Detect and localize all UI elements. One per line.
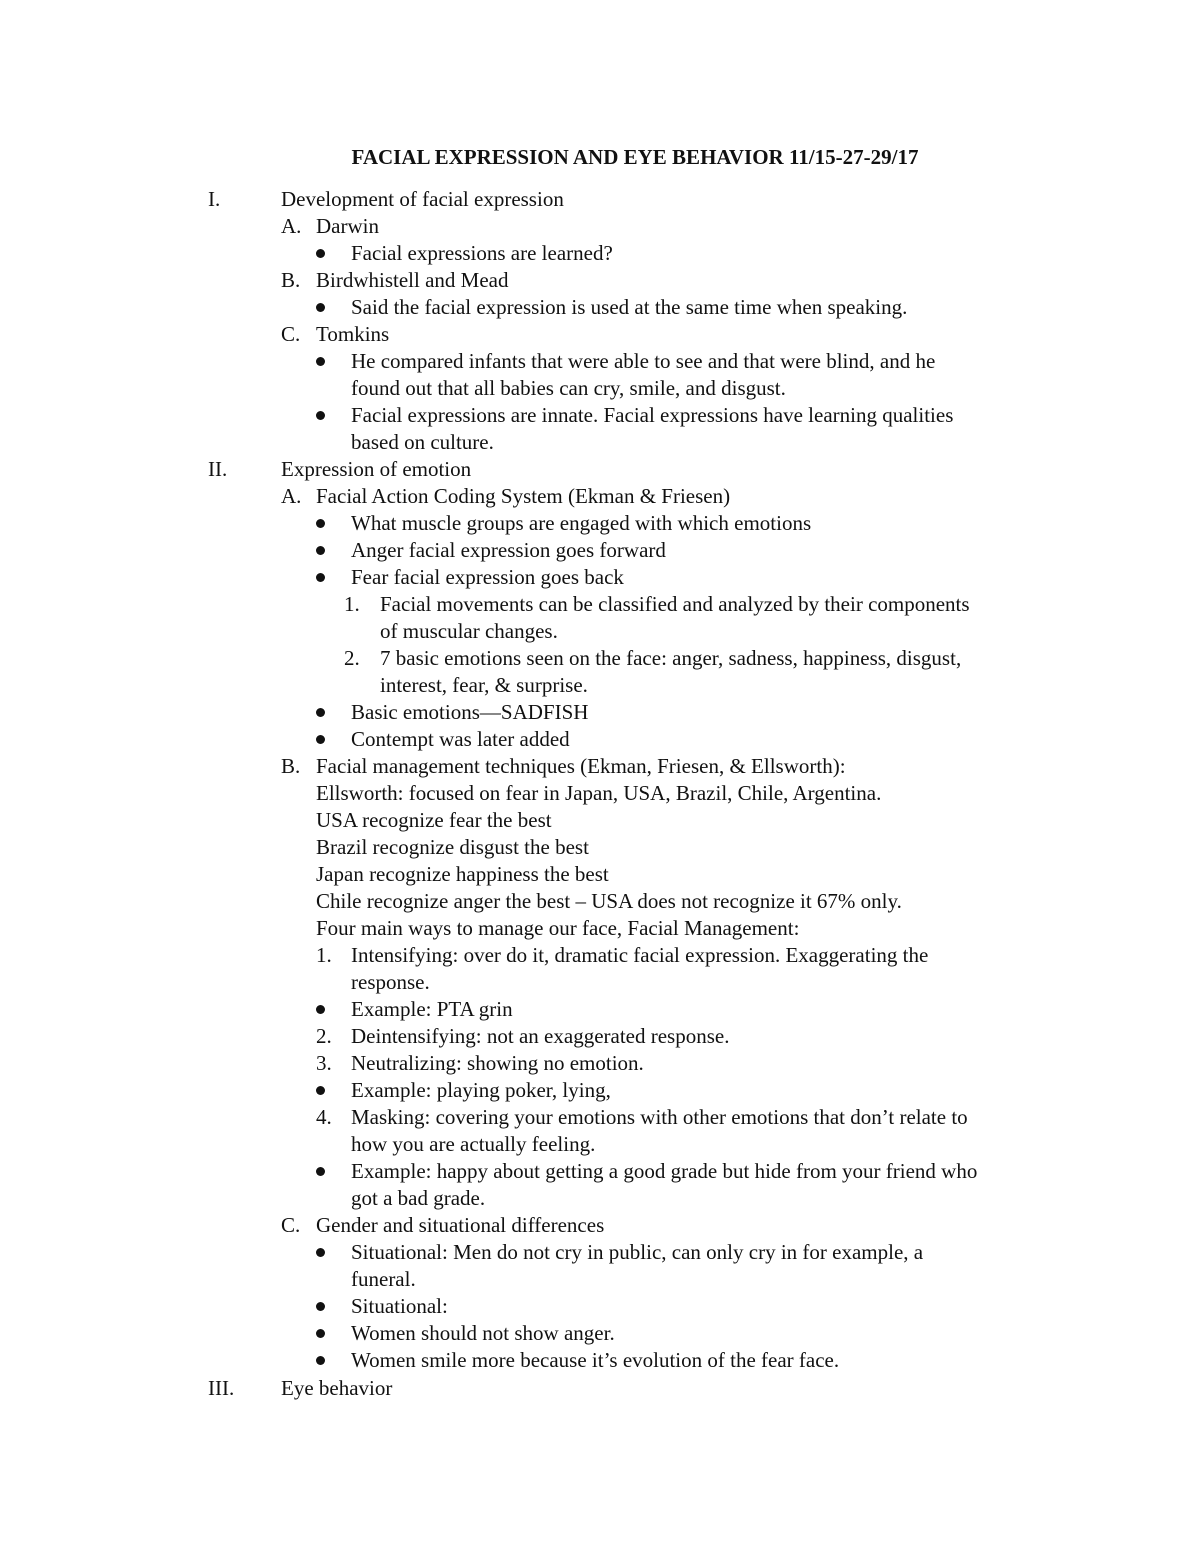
bullet-text: Fear facial expression goes back: [351, 565, 624, 589]
numbered-text-continued: interest, fear, & surprise.: [380, 673, 588, 697]
bullet-text: Anger facial expression goes forward: [351, 538, 666, 562]
bullet-text: He compared infants that were able to see and that were blind, and he: [351, 349, 936, 373]
bullet-text: Women should not show anger.: [351, 1321, 615, 1345]
body-text-line: Chile recognize anger the best – USA does not recognize it 67% only.: [316, 889, 902, 913]
numbered-text: Facial movements can be classified and analyzed by their components: [380, 592, 970, 616]
bullet-text: Example: playing poker, lying,: [351, 1078, 611, 1102]
numbered-text-continued: how you are actually feeling.: [351, 1132, 596, 1156]
subsection-heading: Tomkins: [316, 322, 390, 346]
bullet-text: Women smile more because it’s evolution of the fear face.: [351, 1348, 840, 1372]
bullet-icon: [316, 519, 325, 528]
bullet-text-continued: based on culture.: [351, 430, 494, 454]
bullet-text: Situational: Men do not cry in public, can only cry in for example, a: [351, 1240, 924, 1264]
body-text-line: Japan recognize happiness the best: [316, 862, 609, 886]
subsection-letter: B.: [281, 754, 301, 778]
bullet-icon: [316, 735, 325, 744]
subsection-heading: Gender and situational differences: [316, 1213, 605, 1237]
bullet-icon: [316, 411, 325, 420]
section-numeral: II.: [208, 457, 228, 481]
bullet-icon: [316, 303, 325, 312]
bullet-text: Basic emotions—SADFISH: [351, 700, 589, 724]
subsection-letter: A.: [281, 484, 302, 508]
numbered-text: Intensifying: over do it, dramatic facial expression. Exaggerating the: [351, 943, 929, 967]
subsection-heading: Facial Action Coding System (Ekman & Friesen): [316, 484, 731, 508]
numbered-marker: 4.: [316, 1105, 332, 1129]
bullet-text: Contempt was later added: [351, 727, 570, 751]
section-numeral: I.: [208, 187, 221, 211]
bullet-icon: [316, 1167, 325, 1176]
bullet-text: Said the facial expression is used at the same time when speaking.: [351, 295, 908, 319]
bullet-icon: [316, 249, 325, 258]
numbered-marker: 2.: [316, 1024, 332, 1048]
bullet-icon: [316, 357, 325, 366]
bullet-text: Facial expressions are learned?: [351, 241, 613, 265]
numbered-marker: 3.: [316, 1051, 332, 1075]
body-text-line: Brazil recognize disgust the best: [316, 835, 589, 859]
subsection-heading: Darwin: [316, 214, 379, 238]
document-title: FACIAL EXPRESSION AND EYE BEHAVIOR 11/15-27-29/17: [351, 145, 919, 169]
subsection-letter: C.: [281, 1213, 301, 1237]
bullet-icon: [316, 1329, 325, 1338]
bullet-icon: [316, 708, 325, 717]
bullet-icon: [316, 1302, 325, 1311]
bullet-text: What muscle groups are engaged with which emotions: [351, 511, 812, 535]
subsection-letter: C.: [281, 322, 301, 346]
numbered-text: Deintensifying: not an exaggerated response.: [351, 1024, 730, 1048]
bullet-icon: [316, 546, 325, 555]
subsection-letter: B.: [281, 268, 301, 292]
bullet-text-continued: found out that all babies can cry, smile, and disgust.: [351, 376, 786, 400]
section-heading: Eye behavior: [281, 1376, 393, 1400]
bullet-text: Example: happy about getting a good grade but hide from your friend who: [351, 1159, 978, 1183]
numbered-text: Neutralizing: showing no emotion.: [351, 1051, 644, 1075]
body-text-line: USA recognize fear the best: [316, 808, 552, 832]
bullet-text-continued: got a bad grade.: [351, 1186, 486, 1210]
bullet-text: Example: PTA grin: [351, 997, 513, 1021]
bullet-text: Situational:: [351, 1294, 448, 1318]
subsection-heading: Facial management techniques (Ekman, Friesen, & Ellsworth):: [316, 754, 846, 778]
numbered-text: Masking: covering your emotions with other emotions that don’t relate to: [351, 1105, 968, 1129]
numbered-marker: 2.: [344, 646, 360, 670]
numbered-marker: 1.: [316, 943, 332, 967]
bullet-text-continued: funeral.: [351, 1267, 416, 1291]
subsection-heading: Birdwhistell and Mead: [316, 268, 509, 292]
section-numeral: III.: [208, 1376, 235, 1400]
section-heading: Expression of emotion: [281, 457, 472, 481]
body-text-line: Ellsworth: focused on fear in Japan, USA, Brazil, Chile, Argentina.: [316, 781, 882, 805]
numbered-marker: 1.: [344, 592, 360, 616]
section-heading: Development of facial expression: [281, 187, 564, 211]
bullet-text: Facial expressions are innate. Facial expressions have learning qualities: [351, 403, 954, 427]
numbered-text: 7 basic emotions seen on the face: anger, sadness, happiness, disgust,: [380, 646, 962, 670]
body-text-line: Four main ways to manage our face, Facial Management:: [316, 916, 800, 940]
numbered-text-continued: response.: [351, 970, 430, 994]
numbered-text-continued: of muscular changes.: [380, 619, 558, 643]
bullet-icon: [316, 1248, 325, 1257]
subsection-letter: A.: [281, 214, 302, 238]
bullet-icon: [316, 1005, 325, 1014]
bullet-icon: [316, 573, 325, 582]
bullet-icon: [316, 1086, 325, 1095]
bullet-icon: [316, 1356, 325, 1365]
